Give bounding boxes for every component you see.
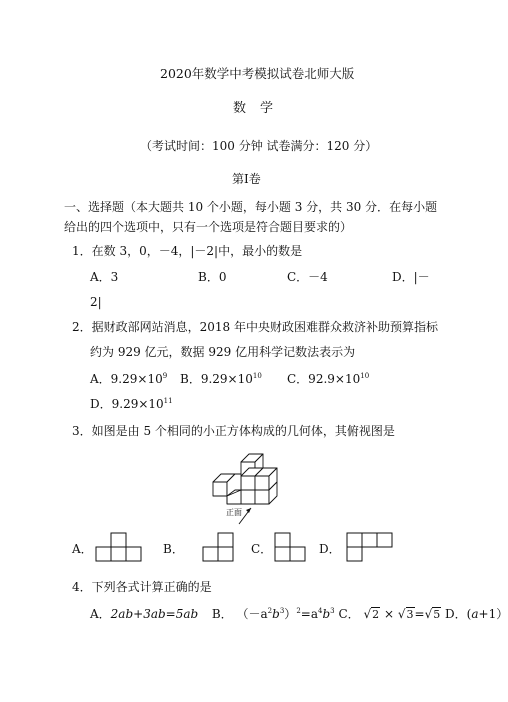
q4-c-sqrt2: √3 xyxy=(397,607,414,621)
q2-stem-line1: 2．据财政部网站消息，2018 年中央财政困难群众救济补助预算指标 xyxy=(72,320,438,334)
q4-b-post: ） xyxy=(284,607,297,621)
q4-b-label: B． xyxy=(211,607,233,621)
q4-options-row xyxy=(90,607,508,622)
cube-bot3-front xyxy=(255,490,269,504)
q3-option-c-figure xyxy=(275,532,315,562)
q2-option-a xyxy=(90,372,167,386)
cube-mid-front xyxy=(241,476,255,490)
subject-title: 数学 xyxy=(233,101,288,116)
q1-stem: 1．在数 3，0，－4，|－2|中，最小的数是 xyxy=(72,244,303,258)
q4-b-exp3: 2 xyxy=(296,607,301,615)
q2-b-base: B．9.29×10 xyxy=(180,372,253,386)
q4-c-r3: 5 xyxy=(433,608,441,621)
q3-option-a-label: A． xyxy=(72,542,93,556)
q4-b-eq: =a xyxy=(300,607,318,621)
q1-option-c: C．－4 xyxy=(287,270,328,284)
q2-c-base: C．92.9×10 xyxy=(287,372,361,386)
q4-stem: 4．下列各式计算正确的是 xyxy=(72,580,212,594)
q4-c-eq: = xyxy=(414,607,425,621)
q4-b-exp1: 2 xyxy=(267,607,273,615)
q4-b-end: b xyxy=(322,607,331,621)
q1-option-d-cont: 2| xyxy=(90,295,102,309)
q4-b-exp2: 3 xyxy=(279,607,285,615)
q3-option-b-figure xyxy=(203,532,243,562)
q4-b-exp5: 3 xyxy=(330,607,335,615)
front-arrow-head xyxy=(246,508,251,513)
q3-stem: 3．如图是由 5 个相同的小正方体构成的几何体，其俯视图是 xyxy=(72,424,395,438)
q2-option-c xyxy=(287,372,369,386)
q4-b-mid: b xyxy=(272,607,280,621)
q4-c-sqrt3: √5 xyxy=(424,607,441,621)
front-view-label: 正面 xyxy=(226,508,242,517)
q2-option-b xyxy=(180,372,262,386)
cube-figure xyxy=(205,448,305,538)
q2-c-exp: 10 xyxy=(360,372,370,380)
q4-a-label: A． xyxy=(90,607,111,621)
q2-option-d xyxy=(90,397,173,411)
q4-c-label: C． xyxy=(338,607,360,621)
section-intro-line2: 给出的四个选项中，只有一个选项是符合题目要求的） xyxy=(64,220,353,234)
q2-b-exp: 10 xyxy=(252,372,262,380)
q2-a-exp: 9 xyxy=(162,372,168,380)
q2-a-base: A．9.29×10 xyxy=(90,372,163,386)
q3-option-c-label: C． xyxy=(251,542,273,556)
q4-c-r2: 3 xyxy=(406,608,414,621)
q3-option-d-label: D． xyxy=(319,542,341,556)
cube-bot2-front xyxy=(241,490,255,504)
q4-a-expr: 2ab+3ab=5ab xyxy=(110,607,199,621)
q4-d-expr: a xyxy=(471,607,479,621)
q4-b-pre: （－a xyxy=(236,607,268,621)
q1-option-b: B．0 xyxy=(198,270,227,284)
q3-option-a-figure xyxy=(96,532,156,562)
q1-option-d: D．|－ xyxy=(392,270,430,284)
part-heading: 第Ⅰ卷 xyxy=(232,172,261,186)
cube-mid2-front xyxy=(255,476,269,490)
cube-bot1-front xyxy=(213,482,227,496)
q4-b-exp4: 4 xyxy=(318,607,323,615)
q4-c-r1: 2 xyxy=(372,608,380,621)
q2-d-exp: 11 xyxy=(163,397,173,405)
q4-c-times: × xyxy=(383,607,395,621)
document-title: 2020年数学中考模拟试卷北师大版 xyxy=(160,66,355,81)
q1-option-a: A．3 xyxy=(90,270,119,284)
q2-d-base: D．9.29×10 xyxy=(90,397,164,411)
q3-option-b-label: B． xyxy=(163,542,184,556)
q3-option-d-figure xyxy=(347,532,397,562)
exam-info: （考试时间：100 分钟 试卷满分：120 分） xyxy=(140,139,378,153)
q2-stem-line2: 约为 929 亿元，数据 929 亿用科学记数法表示为 xyxy=(90,345,356,359)
q4-d-end: +1） xyxy=(478,607,508,621)
q4-d-label: D．( xyxy=(445,607,472,621)
section-intro-line1: 一、选择题（本大题共 10 个小题，每小题 3 分，共 30 分．在每小题 xyxy=(64,200,438,214)
q4-c-sqrt1: √2 xyxy=(363,607,380,621)
